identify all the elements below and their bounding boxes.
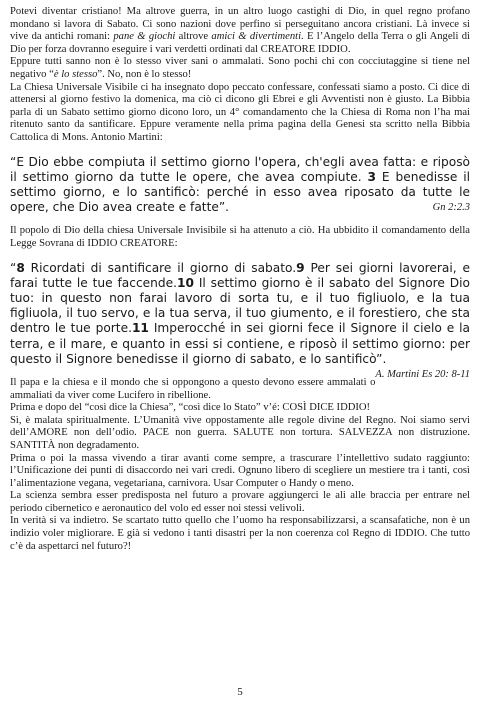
intro-paragraph-2: Eppure tutti sanno non è lo stesso viver sani o ammalati. Sono pochi chi con cocciutaggine si tiene nel negativo “è lo stesso”. No, non è lo stesso! [10,56,470,80]
intro-paragraph-3: La Chiesa Universale Visibile ci ha insegnato dopo peccato confessare, confessati siamo a posto. Ci dice di attenersi al giorno festivo la domenica, ma ciò ci dicono gli Ebrei e gli Avventisti non è giusto. La Bibbia parla di un Sabato settimo giorno dicono loro, un 4° comandamento che la Chiesa di Roma non l’ha mai ritenuto santo da santificare. Eppure veramente nella prima pagina della Genesi sta scritto nella Bibbia Cattolica di Mons. Antonio Martini: [10,81,470,143]
closing-paragraph-4: Prima o poi la massa vivendo a tirar avanti come sempre, a trascurare l’intellettivo sudato raggiunto: l’Unificazione dei punti di disaccordo nei vari credi. Ognuno libero di scegliere un mestiere tra i tanti, così l’alimentazione vegana, vegetariana, carnivora. Usar Computer o Handy o meno. [10,452,470,489]
closing-paragraph-3: Sì, è malata spiritualmente. L’Umanità vive oppostamente alle regole divine del Regno. Noi siamo servi dell’AMORE non dell’odio. PACE non guerra. SALUTE non tortura. SALVEZZA non distruzione. SANTITÀ non degradamento. [10,414,470,451]
page-number: 5 [237,686,243,698]
closing-paragraph-2: Prima e dopo del “così dice la Chiesa”, “così dice lo Stato” v’é: COSÌ DICE IDDIO! [10,402,371,414]
verse-number: 10 [177,275,194,290]
verse-number: 9 [296,260,305,275]
genesis-quote: “E Dio ebbe compiuta il settimo giorno l'opera, ch'egli avea fatta: e riposò il settimo giorno da tutte le opere, che avea compiute. 3 E benedisse il settimo giorno, e lo santificò: perché in esso avea riposato da tutte le opere, che Dio avea create e fatte”. Gn 2:2.3 [10,154,470,215]
verse-number: 11 [131,321,149,336]
closing-paragraph-1: Il papa e la chiesa e il mondo che si oppongono a questo devono essere ammalati o ammaliati da viver come Lucifero in ribellione. [10,376,376,401]
middle-paragraph: Il popolo di Dio della chiesa Universale Invisibile si ha attenuto a ciò. Ha ubbidito il comandamento della Legge Sovrana di IDDIO CREATORE: [10,225,470,249]
emphasis-amici-divertimenti: amici & divertimenti [211,31,302,43]
closing-paragraph-5: La scienza sembra esser predisposta nel futuro a provare aggiungerci le ali alle braccia per entrare nel periodo cibernetico e aeronautico del volo ed esser noi stessi velivoli. [10,490,470,514]
closing-paragraph-6: In verità si va indietro. Se scartato tutto quello che l’uomo ha responsabilizzarsi, a scansafatiche, non è un indizio voler migliorare. E già si vedono i tanti disastri per la non coerenza col Regno di IDDIO. Che tutto c’è da aspettarci nel futuro?! [10,515,470,552]
verse-number: 8 [16,260,25,275]
intro-paragraph-1: Potevi diventar cristiano! Ma altrove guerra, in un altro luogo castighi di Dio, in quel regno profano mondano si lavora di Sabato. Ci sono nazioni dove perfino si perseguitano ancora cristiani. Là invece si vive da antichi romani: pane & giochi altrove amici & divertimenti. E l’Angelo della Terra o gli Angeli di Dio per forza dovranno eseguire i vari verdetti ordinati dal CREATORE IDDIO. [10,6,470,55]
verse-number: 3 [367,169,377,184]
quote-reference: Gn 2:2.3 [432,202,470,214]
emphasis-pane-giochi: pane & giochi [113,31,176,43]
emphasis-e-lo-stesso: è lo stesso [53,68,98,80]
exodus-quote: “8 Ricordati di santificare il giorno di sabato.9 Per sei giorni lavorerai, e farai tutte le tue faccende.10 Il settimo giorno è il sabato del Signore Dio tuo: in questo non farai lavoro di sorta tu, e il tuo figliuolo, e la tua figliuola, il tuo servo, e la tua serva, il tuo giumento, e il forestiero, che sta dentro le tue porte.11 Imperocché in sei giorni fece il Signore il cielo e la terra, e il mare, e quanto in essi si contiene, e riposò il settimo giorno: per questo il Signore benedisse il giorno di sabato, e lo santificò”. A. Martini Es 20: 8-11 [10,261,470,367]
quote-reference: A. Martini Es 20: 8-11 [375,368,470,380]
